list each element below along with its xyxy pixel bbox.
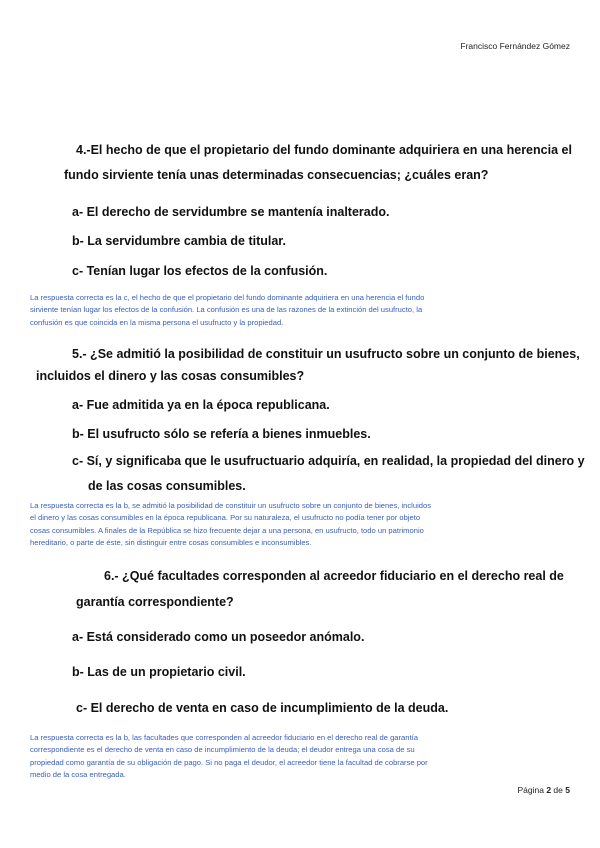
question-4-answer bbox=[30, 292, 570, 329]
answer-line: La respuesta correcta es la b, las facultades que corresponden al acreedor fiduciario en el derecho real de garantía bbox=[30, 733, 418, 742]
question-4-line-1: 4.-El hecho de que el propietario del fundo dominante adquiriera en una herencia el bbox=[76, 143, 572, 157]
question-4-option-c: c- Tenían lugar los efectos de la confusión. bbox=[72, 264, 328, 278]
question-4-line-2: fundo sirviente tenía unas determinadas consecuencias; ¿cuáles eran? bbox=[64, 168, 489, 182]
question-6-answer bbox=[30, 732, 570, 781]
question-4-option-b: b- La servidumbre cambia de titular. bbox=[72, 234, 286, 248]
question-5-option-c: c- Sí, y significaba que le usufructuario adquiría, en realidad, la propiedad del dinero y bbox=[72, 454, 585, 468]
question-5-option-b: b- El usufructo sólo se refería a bienes inmuebles. bbox=[72, 427, 371, 441]
question-5-answer bbox=[30, 500, 570, 549]
question-6-option-c: c- El derecho de venta en caso de incumplimiento de la deuda. bbox=[76, 701, 449, 715]
answer-line: confusión es que coincida en la misma persona el usufructo y la propiedad. bbox=[30, 317, 284, 327]
document-author: Francisco Fernández Gómez bbox=[460, 41, 570, 51]
question-5-line-1: 5.- ¿Se admitió la posibilidad de constituir un usufructo sobre un conjunto de bienes, bbox=[72, 347, 580, 361]
question-6-line-1: 6.- ¿Qué facultades corresponden al acreedor fiduciario en el derecho real de bbox=[104, 569, 564, 583]
question-6-line-2: garantía correspondiente? bbox=[76, 595, 234, 609]
question-5-option-c-continued: de las cosas consumibles. bbox=[88, 479, 246, 493]
question-5-line-2: incluidos el dinero y las cosas consumibles? bbox=[36, 369, 305, 383]
question-6-option-b: b- Las de un propietario civil. bbox=[72, 665, 246, 679]
answer-line: sirviente tenían lugar los efectos de la confusión. La confusión es una de las razones de la extinción del usufructo, la bbox=[30, 305, 423, 315]
question-5-option-a: a- Fue admitida ya en la época republicana. bbox=[72, 398, 330, 412]
answer-line: La respuesta correcta es la b, se admitió la posibilidad de constituir un usufructo sobre un conjunto de bienes, incluidos bbox=[30, 501, 432, 510]
answer-line: el dinero y las cosas consumibles en la época republicana. Por su naturaleza, el usufructo no podía tener por objeto bbox=[30, 513, 421, 523]
question-4-option-a: a- El derecho de servidumbre se mantenía inalterado. bbox=[72, 205, 390, 219]
answer-line: La respuesta correcta es la c, el hecho de que el propietario del fundo dominante adquiriera en una herencia el fundo bbox=[30, 293, 425, 302]
page-total: 5 bbox=[565, 785, 570, 795]
page-current: 2 bbox=[546, 785, 552, 795]
page-number bbox=[517, 785, 570, 795]
page-of: de bbox=[553, 785, 563, 795]
question-6-option-a: a- Está considerado como un poseedor anómalo. bbox=[72, 630, 365, 644]
answer-line: correspondiente es el derecho de venta en caso de incumplimiento de la deuda; el deudor entrega una cosa de su bbox=[30, 745, 415, 755]
answer-line: hereditario, o parte de éste, sin distinguir entre cosas consumibles e inconsumibles. bbox=[30, 537, 312, 547]
answer-line: medio de la cosa entregada. bbox=[30, 769, 126, 779]
answer-line: cosas consumibles. A finales de la República se hizo frecuente dejar a una persona, en usufructo, todo un patrimonio bbox=[30, 525, 424, 535]
page-word: Página bbox=[517, 785, 544, 795]
answer-line: propiedad como garantía de su obligación de pago. Si no paga el deudor, el acreedor tiene la facultad de cobrarse por bbox=[30, 757, 428, 767]
